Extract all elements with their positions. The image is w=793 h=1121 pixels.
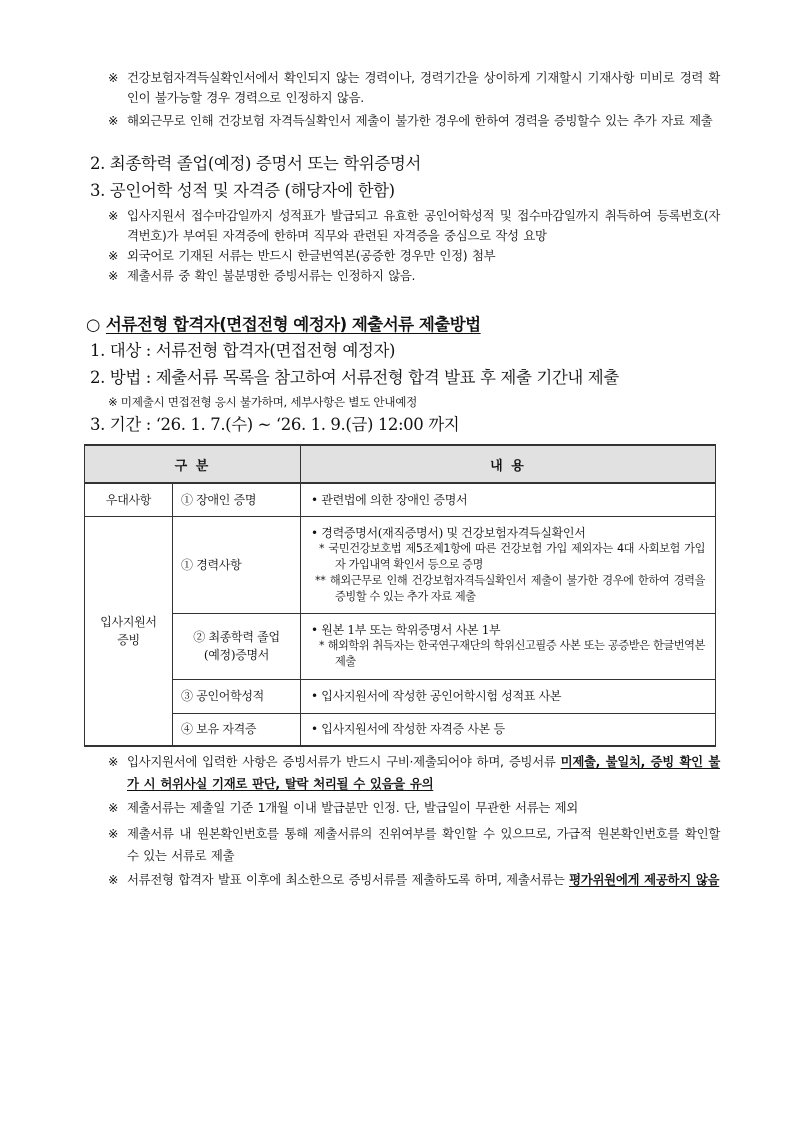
- reference-mark: ※: [108, 248, 119, 263]
- note-emphasis: 미제출, 불일치, 증빙 확인 불가 시 허위사실 기재로 판단, 탈락 처리될 수 있음을 유의: [127, 754, 720, 791]
- section-method-note: ※ 미제출시 면접전형 응시 불가하며, 세부사항은 별도 안내예정: [108, 395, 417, 409]
- row-content: [301, 713, 716, 746]
- note-language-score: [108, 206, 720, 246]
- header-content: 내 용: [301, 445, 716, 483]
- note-text: 제출서류는 제출일 기준 1개월 이내 발급분만 인정. 단, 발급일이 무관한 서류는 제외: [127, 800, 578, 815]
- note-text: 건강보험자격득실확인서에서 확인되지 않는 경력이나, 경력기간을 상이하게 기재할시 기재사항 미비로 경력 확인이 불가능할 경우 경력으로 인정하지 않음.: [127, 70, 720, 105]
- header-category: 구 분: [85, 445, 301, 483]
- note-plain: 서류전형 합격자 발표 이후에 최소한으로 증빙서류를 제출하도록 하며, 제출서류는: [127, 872, 570, 887]
- reference-mark: ※: [108, 268, 119, 283]
- section-heading: [86, 314, 481, 336]
- group-label-line2: 증빙: [117, 632, 140, 647]
- note-text: 입사지원서 접수마감일까지 성적표가 발급되고 유효한 공인어학성적 및 접수마감일까지 취득하여 등록번호(자격번호)가 부여된 자격증에 한하며 직무와 관련된 자격증을 중심으로 작성 요망: [127, 208, 720, 243]
- note-evaluators: [108, 869, 720, 891]
- note-issue-date: [108, 797, 720, 819]
- row-content: [301, 483, 716, 516]
- footnote-text: * 국민건강보호법 제5조제1항에 따른 건강보험 가입 제외자는 4대 사회보험 가입자 가입내역 확인서 등으로 증명: [319, 541, 705, 571]
- row-label: ③ 공인어학성적: [173, 679, 301, 713]
- note-health-insurance: [108, 68, 720, 108]
- note-emphasis: 평가위원에게 제공하지 않음: [569, 872, 720, 887]
- group-label-line1: 입사지원서: [100, 614, 157, 629]
- note-overseas-work: [108, 111, 720, 131]
- circle-bullet-icon: ○: [86, 315, 100, 334]
- reference-mark: ※: [108, 70, 119, 85]
- row-label: ① 장애인 증명: [173, 483, 301, 516]
- row-label-line2: (예정)증명서: [203, 648, 270, 662]
- bullet-text: • 입사지원서에 작성한 자격증 사본 등: [311, 722, 505, 737]
- bullet-text: • 원본 1부 또는 학위증명서 사본 1부: [311, 623, 501, 637]
- documents-table: [84, 444, 716, 747]
- bullet-text: • 경력증명서(재직증명서) 및 건강보험자격득실확인서: [311, 525, 586, 540]
- reference-mark: ※: [108, 826, 119, 841]
- section-item-method: 2. 방법 : 제출서류 목록을 참고하여 서류전형 합격 발표 후 제출 기간내 제출: [90, 368, 619, 387]
- note-text: 제출서류 중 확인 불분명한 증빙서류는 인정하지 않음.: [127, 268, 416, 283]
- bullet-text: • 입사지원서에 작성한 공인어학시험 성적표 사본: [311, 689, 562, 703]
- section-title: 서류전형 합격자(면접전형 예정자) 제출서류 제출방법: [105, 315, 481, 334]
- bullet-text: • 관련법에 의한 장애인 증명서: [311, 492, 468, 507]
- row-label-line1: ② 최종학력 졸업: [193, 630, 280, 644]
- item-2-education: 2. 최종학력 졸업(예정) 증명서 또는 학위증명서: [90, 154, 421, 173]
- table-row: [85, 483, 716, 516]
- item-3-language: 3. 공인어학 성적 및 자격증 (해당자에 한함): [90, 181, 395, 200]
- table-header-row: [85, 445, 716, 483]
- section-item-period: 3. 기간 : ‘26. 1. 7.(수) ~ ‘26. 1. 9.(금) 12:00 까지: [90, 415, 460, 434]
- row-content: [301, 679, 716, 713]
- table-row: [85, 516, 716, 613]
- note-text: 제출서류 내 원본확인번호를 통해 제출서류의 진위여부를 확인할 수 있으므로, 가급적 원본확인번호를 확인할 수 있는 서류로 제출: [127, 826, 720, 863]
- row-content: [301, 516, 716, 613]
- row-label: [173, 613, 301, 679]
- note-false-info: [108, 751, 720, 795]
- reference-mark: ※: [108, 113, 119, 128]
- reference-mark: ※: [108, 754, 119, 769]
- table-row: [85, 713, 716, 746]
- note-text: [108, 751, 720, 795]
- note-text: 해외근무로 인해 건강보험 자격득실확인서 제출이 불가한 경우에 한하여 경력을 증빙할수 있는 추가 자료 제출: [127, 113, 713, 128]
- row-label: ④ 보유 자격증: [173, 713, 301, 746]
- group-preference: 우대사항: [85, 483, 173, 516]
- row-label: ① 경력사항: [173, 516, 301, 613]
- group-application-proof: [85, 516, 173, 746]
- note-original-number: [108, 823, 720, 867]
- table-row: [85, 613, 716, 679]
- footnote-text: ** 해외근무로 인해 건강보험자격득실확인서 제출이 불가한 경우에 한하여 경력을 증빙할 수 있는 추가 자료 제출: [315, 573, 705, 603]
- reference-mark: ※: [108, 208, 119, 223]
- section-item-target: 1. 대상 : 서류전형 합격자(면접전형 예정자): [90, 341, 396, 360]
- note-plain: 입사지원서에 입력한 사항은 증빙서류가 반드시 구비·제출되어야 하며, 증빙서류: [127, 754, 561, 769]
- reference-mark: ※: [108, 872, 119, 887]
- note-text: 외국어로 기재된 서류는 반드시 한글번역본(공증한 경우만 인정) 첨부: [127, 248, 496, 263]
- note-translation: [108, 246, 720, 266]
- table-row: [85, 679, 716, 713]
- reference-mark: ※: [108, 800, 119, 815]
- row-content: [301, 613, 716, 679]
- footnote-text: * 해외학위 취득자는 한국연구재단의 학위신고필증 사본 또는 공증받은 한글번역본 제출: [319, 639, 705, 668]
- note-text: [108, 869, 720, 891]
- note-unclear-documents: [108, 266, 720, 286]
